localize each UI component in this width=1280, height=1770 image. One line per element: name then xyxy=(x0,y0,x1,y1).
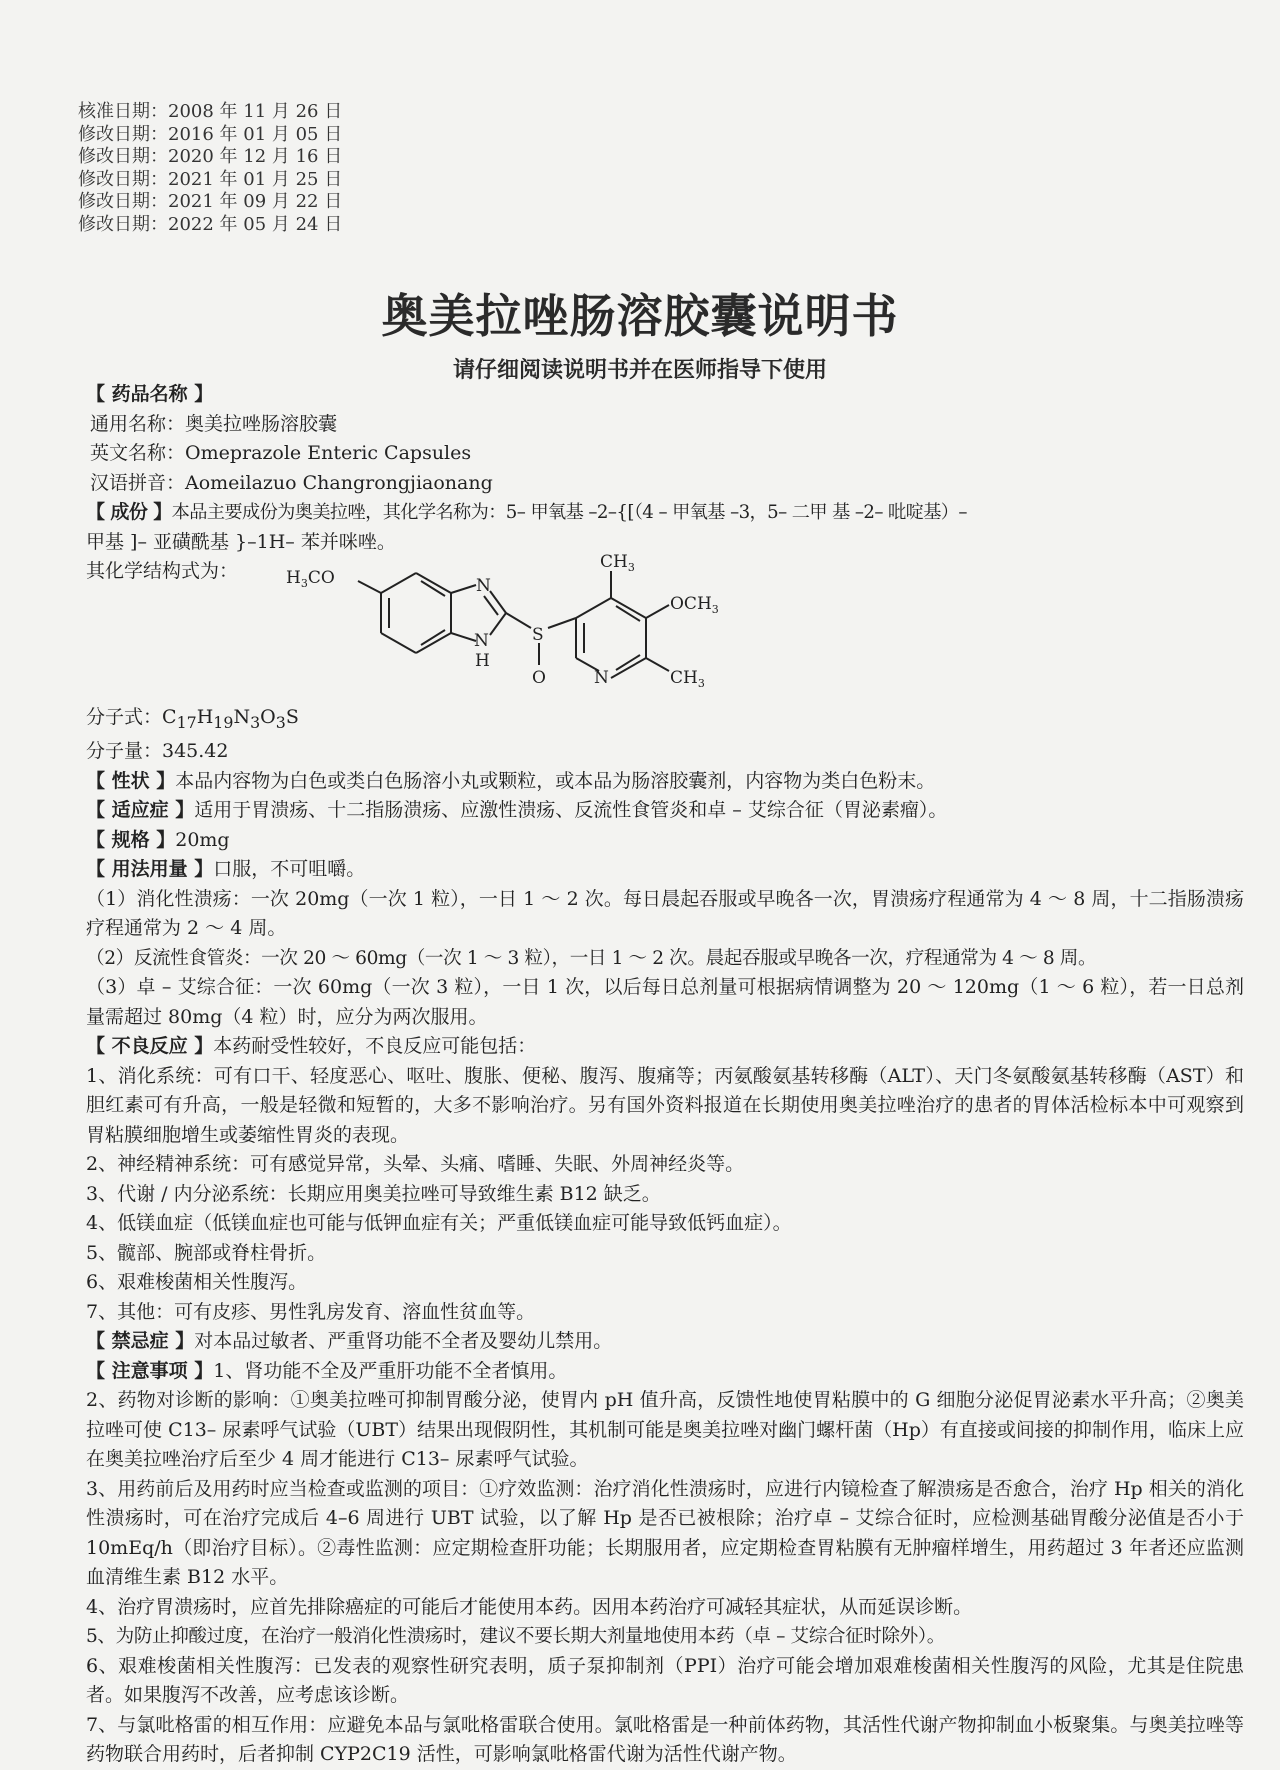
english-name: 英文名称：Omeprazole Enteric Capsules xyxy=(90,442,472,464)
molecular-weight: 分子量：345.42 xyxy=(86,740,229,763)
precaution-item: 7、与氯吡格雷的相互作用：应避免本品与氯吡格雷联合使用。氯吡格雷是一种前体药物，其活性代谢产物抑制血小板聚集。与奥美拉唑等药物联合用药时，后者抑制 CYP2C19 活性，可影响氯吡格雷代谢为活性代谢产物。 xyxy=(86,1713,1244,1766)
section-header: 【 性状 】 xyxy=(86,769,176,792)
section-indications: 【 适应症 】适用于胃溃疡、十二指肠溃疡、应激性溃疡、反流性食管炎和卓 – 艾综合征（胃泌素瘤）。 xyxy=(86,799,948,822)
document-subtitle: 请仔细阅读说明书并在医师指导下使用 xyxy=(452,358,827,383)
precaution-item: 5、为防止抑酸过度，在治疗一般消化性溃疡时，建议不要长期大剂量地使用本药（卓 – 艾综合征时除外）。 xyxy=(86,1626,945,1648)
generic-name: 通用名称：奥美拉唑肠溶胶囊 xyxy=(90,412,338,435)
section-header: 【 规格 】 xyxy=(86,828,176,851)
usage-item: （2）反流性食管炎：一次 20 ～ 60mg（一次 1 ～ 3 粒），一日 1 ～ 2 次。晨起吞服或早晚各一次，疗程通常为 4 ～ 8 周。 xyxy=(86,947,1097,969)
section-drug-name xyxy=(86,380,1244,410)
atom-label: $OCH_3$ xyxy=(670,594,719,616)
atom-label: N xyxy=(474,631,489,651)
section-usage: 【 用法用量 】口服，不可咀嚼。 xyxy=(86,858,366,881)
composition-text: 本品主要成份为奥美拉唑，其化学名称为：5– 甲氧基 –2–{[（4 – 甲氧基 –3，5– 二甲 基 –2– 吡啶基）– xyxy=(171,502,967,523)
adverse-item: 2、神经精神系统：可有感觉异常，头晕、头痛、嗜睡、失眠、外周神经炎等。 xyxy=(86,1153,745,1176)
section-header: 【 禁忌症 】 xyxy=(86,1330,195,1353)
section-header: 【 注意事项 】 xyxy=(86,1359,214,1382)
precaution-item: 4、治疗胃溃疡时，应首先排除癌症的可能后才能使用本药。因用本药治疗可减轻其症状，从而延误诊断。 xyxy=(86,1595,973,1618)
atom-label: O xyxy=(532,668,546,688)
section-header: 【 不良反应 】 xyxy=(86,1035,214,1058)
leaflet-body xyxy=(86,380,1244,1770)
chemical-structure-diagram xyxy=(286,543,846,693)
atom-label: $CH_3$ xyxy=(670,668,705,690)
formula-value: $C_{17}H_{19}N_3O_3S$ xyxy=(162,706,299,732)
atom-label: H xyxy=(475,651,490,671)
usage-item: （3）卓 – 艾综合征：一次 60mg（一次 3 粒），一日 1 次，以后每日总剂量可根据病情调整为 20 ～ 120mg（1 ～ 6 粒），若一日总剂量需超过 80mg（4 粒）时，应分为两次服用。 xyxy=(86,976,1244,1028)
section-properties: 【 性状 】本品内容物为白色或类白色肠溶小丸或颗粒，或本品为肠溶胶囊剂，内容物为类白色粉末。 xyxy=(86,769,936,792)
adverse-item: 1、消化系统：可有口干、轻度恶心、呕吐、腹胀、便秘、腹泻、腹痛等；丙氨酸氨基转移酶（ALT）、天门冬氨酸氨基转移酶（AST）和胆红素可有升高，一般是轻微和短暂的，大多不影响治疗。另有国外资料报道在长期使用奥美拉唑治疗的患者的胃体活检标本中可观察到胃粘膜细胞增生或萎缩性胃炎的表现。 xyxy=(86,1064,1244,1146)
structure-label: 其化学结构式为： xyxy=(86,560,239,582)
atom-label: $CH_3$ xyxy=(600,552,635,574)
section-precautions: 【 注意事项 】1、肾功能不全及严重肝功能不全者慎用。 xyxy=(86,1359,568,1382)
section-spec: 【 规格 】20mg xyxy=(86,828,230,851)
precaution-item: 3、用药前后及用药时应当检查或监测的项目：①疗效监测：治疗消化性溃疡时，应进行内镜检查了解溃疡是否愈合，治疗 Hp 相关的消化性溃疡时，可在治疗完成后 4–6 周进行 UBT 试验，以了解 Hp 是否已被根除；治疗卓 – 艾综合征时，应检测基础胃酸分泌值是否小于 10mEq/h（即治疗目标）。②毒性监测：应定期检查肝功能；长期服用者，应定期检查胃粘膜有无肿瘤样增生，用药超过 3 年者还应监测血清维生素 B12 水平。 xyxy=(86,1477,1244,1589)
section-header: 【 药品名称 】 xyxy=(86,383,214,405)
structure-row xyxy=(86,552,1244,703)
atom-label: S xyxy=(532,625,544,645)
section-contraindications: 【 禁忌症 】对本品过敏者、严重肾功能不全者及婴幼儿禁用。 xyxy=(86,1330,613,1353)
molecular-formula: 分子式：$C_{17}H_{19}N_3O_3S$ xyxy=(86,706,299,732)
document-title: 奥美拉唑肠溶胶囊说明书 xyxy=(381,289,899,343)
composition-text-cont: 甲基 ]– 亚磺酰基 }–1H– 苯并咪唑。 xyxy=(86,530,396,553)
atom-label: N xyxy=(594,668,609,688)
adverse-item: 3、代谢 / 内分泌系统：长期应用奥美拉唑可导致维生素 B12 缺乏。 xyxy=(86,1182,661,1205)
adverse-item: 7、其他：可有皮疹、男性乳房发育、溶血性贫血等。 xyxy=(86,1300,536,1323)
revision-dates xyxy=(78,101,342,237)
adverse-item: 6、艰难梭菌相关性腹泻。 xyxy=(86,1271,308,1294)
precaution-item: 2、药物对诊断的影响：①奥美拉唑可抑制胃酸分泌，使胃内 pH 值升高，反馈性地使胃粘膜中的 G 细胞分泌促胃泌素水平升高；②奥美拉唑可使 C13– 尿素呼气试验（UBT）结果出现假阴性，其机制可能是奥美拉唑对幽门螺杆菌（Hp）有直接或间接的抑制作用，临床上应在奥美拉唑治疗后至少 4 周才能进行 C13– 尿素呼气试验。 xyxy=(86,1389,1244,1471)
revision-date: 修改日期：2022 年 05 月 24 日 xyxy=(78,213,343,235)
revision-date: 修改日期：2016 年 01 月 05 日 xyxy=(78,123,343,145)
precaution-item: 6、艰难梭菌相关性腹泻：已发表的观察性研究表明，质子泵抑制剂（PPI）治疗可能会增加艰难梭菌相关性腹泻的风险，尤其是住院患者。如果腹泻不改善，应考虑该诊断。 xyxy=(86,1654,1244,1707)
adverse-item: 4、低镁血症（低镁血症也可能与低钾血症有关；严重低镁血症可能导致低钙血症）。 xyxy=(86,1212,792,1235)
usage-item: （1）消化性溃疡：一次 20mg（一次 1 粒），一日 1 ～ 2 次。每日晨起吞服或早晚各一次，胃溃疡疗程通常为 4 ～ 8 周，十二指肠溃疡疗程通常为 2 ～ 4 周。 xyxy=(86,887,1244,940)
revision-date: 修改日期：2021 年 01 月 25 日 xyxy=(78,168,343,190)
section-header: 【 适应症 】 xyxy=(86,799,195,822)
section-header: 【 成份 】 xyxy=(86,501,172,523)
section-header: 【 用法用量 】 xyxy=(86,858,214,881)
section-adverse: 【 不良反应 】本药耐受性较好，不良反应可能包括： xyxy=(86,1035,537,1058)
atom-label: N xyxy=(476,576,491,596)
revision-date: 修改日期：2020 年 12 月 16 日 xyxy=(78,146,343,168)
atom-label: $H_3CO$ xyxy=(286,568,335,590)
adverse-item: 5、髋部、腕部或脊柱骨折。 xyxy=(86,1241,327,1264)
approval-date: 核准日期：2008 年 11 月 26 日 xyxy=(78,101,343,122)
section-composition xyxy=(86,498,1244,528)
revision-date: 修改日期：2021 年 09 月 22 日 xyxy=(78,191,343,213)
pinyin-name: 汉语拼音：Aomeilazuo Changrongjiaonang xyxy=(90,471,493,494)
